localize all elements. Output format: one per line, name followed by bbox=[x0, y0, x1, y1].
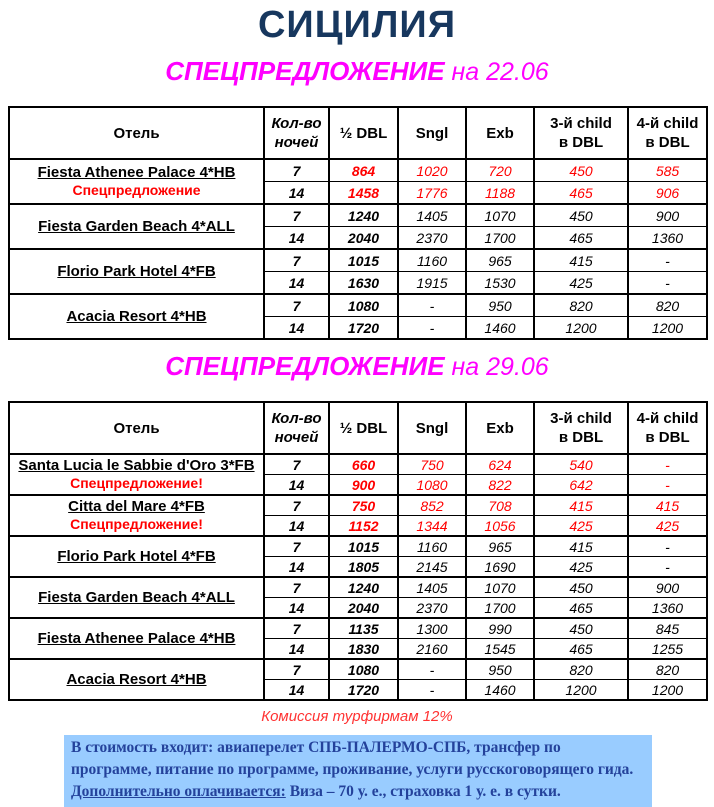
nights-value: 7 bbox=[264, 204, 329, 227]
price-value: 1360 bbox=[628, 598, 707, 619]
price-value: 1776 bbox=[398, 182, 466, 205]
price-value: - bbox=[628, 454, 707, 475]
nights-value: 7 bbox=[264, 495, 329, 516]
price-value: 1344 bbox=[398, 516, 466, 537]
price-value: 2040 bbox=[329, 598, 398, 619]
price-value: 820 bbox=[628, 659, 707, 680]
price-value: 950 bbox=[466, 659, 534, 680]
price-value: - bbox=[628, 249, 707, 272]
price-value: 708 bbox=[466, 495, 534, 516]
extra-payment-text: Виза – 70 у. е., страховка 1 у. е. в сутки. bbox=[285, 783, 561, 800]
price-value: 1405 bbox=[398, 577, 466, 598]
promo-label: Спецпредложение! bbox=[70, 475, 203, 491]
price-value: 1020 bbox=[398, 159, 466, 182]
price-value: 1700 bbox=[466, 227, 534, 250]
column-header: Отель bbox=[9, 107, 264, 159]
nights-value: 7 bbox=[264, 454, 329, 475]
price-value: 1915 bbox=[398, 272, 466, 295]
column-header: ½ DBL bbox=[329, 107, 398, 159]
offer-heading-2 bbox=[0, 351, 714, 386]
nights-value: 7 bbox=[264, 659, 329, 680]
price-value: 1545 bbox=[466, 639, 534, 660]
nights-value: 7 bbox=[264, 536, 329, 557]
price-table-29-06 bbox=[8, 401, 708, 701]
price-value: 1200 bbox=[534, 317, 628, 340]
hotel-name: Fiesta Garden Beach 4*ALL bbox=[38, 217, 235, 235]
price-value: 900 bbox=[329, 475, 398, 496]
price-value: 1200 bbox=[534, 680, 628, 701]
price-value: 465 bbox=[534, 182, 628, 205]
price-value: 2040 bbox=[329, 227, 398, 250]
price-value: 415 bbox=[534, 536, 628, 557]
price-value: - bbox=[628, 475, 707, 496]
price-value: - bbox=[398, 659, 466, 680]
nights-value: 7 bbox=[264, 577, 329, 598]
price-value: 1700 bbox=[466, 598, 534, 619]
column-header: Exb bbox=[466, 107, 534, 159]
price-value: 540 bbox=[534, 454, 628, 475]
price-value: - bbox=[398, 680, 466, 701]
column-header: ½ DBL bbox=[329, 402, 398, 454]
nights-value: 14 bbox=[264, 516, 329, 537]
price-value: 465 bbox=[534, 598, 628, 619]
price-value: 720 bbox=[466, 159, 534, 182]
price-value: 820 bbox=[628, 294, 707, 317]
price-value: 1300 bbox=[398, 618, 466, 639]
column-header: Кол-во ночей bbox=[264, 402, 329, 454]
price-value: 1070 bbox=[466, 204, 534, 227]
hotel-cell bbox=[9, 577, 264, 618]
nights-value: 14 bbox=[264, 598, 329, 619]
price-value: - bbox=[628, 536, 707, 557]
promo-label: Спецпредложение! bbox=[70, 516, 203, 532]
column-header: 3-й child в DBL bbox=[534, 107, 628, 159]
column-header: 3-й child в DBL bbox=[534, 402, 628, 454]
price-value: 2145 bbox=[398, 557, 466, 578]
price-value: - bbox=[398, 317, 466, 340]
price-value: 425 bbox=[534, 272, 628, 295]
inclusions-text: В стоимость входит: авиаперелет СПБ-ПАЛЕРМО-СПБ, трансфер по программе, питание по программе, проживание, услуги русскоговорящего гида. bbox=[71, 739, 634, 778]
price-value: 1015 bbox=[329, 536, 398, 557]
price-value: 1080 bbox=[398, 475, 466, 496]
price-value: 1015 bbox=[329, 249, 398, 272]
hotel-cell bbox=[9, 618, 264, 659]
hotel-cell bbox=[9, 495, 264, 536]
column-header: 4-й child в DBL bbox=[628, 402, 707, 454]
nights-value: 7 bbox=[264, 159, 329, 182]
hotel-name: Florio Park Hotel 4*FB bbox=[57, 262, 216, 280]
nights-value: 14 bbox=[264, 182, 329, 205]
nights-value: 7 bbox=[264, 294, 329, 317]
price-value: 965 bbox=[466, 249, 534, 272]
hotel-cell bbox=[9, 659, 264, 700]
price-value: 1690 bbox=[466, 557, 534, 578]
price-value: 820 bbox=[534, 659, 628, 680]
price-value: - bbox=[398, 294, 466, 317]
nights-value: 14 bbox=[264, 557, 329, 578]
price-value: 415 bbox=[534, 249, 628, 272]
offer-date-1: на 22.06 bbox=[444, 58, 549, 86]
inclusions-note-box bbox=[64, 735, 652, 807]
price-table-22-06 bbox=[8, 106, 708, 340]
hotel-name: Citta del Mare 4*FB bbox=[68, 498, 205, 515]
price-value: 642 bbox=[534, 475, 628, 496]
price-value: 900 bbox=[628, 204, 707, 227]
price-value: 1830 bbox=[329, 639, 398, 660]
hotel-name: Santa Lucia le Sabbie d'Oro 3*FB bbox=[18, 457, 255, 474]
price-value: 965 bbox=[466, 536, 534, 557]
hotel-cell bbox=[9, 294, 264, 339]
offer-heading-1 bbox=[0, 56, 714, 91]
price-value: 1240 bbox=[329, 577, 398, 598]
price-value: 465 bbox=[534, 639, 628, 660]
promo-label: Спецпредложение bbox=[72, 182, 201, 198]
nights-value: 14 bbox=[264, 272, 329, 295]
hotel-name: Fiesta Garden Beach 4*ALL bbox=[38, 588, 235, 606]
price-value: 425 bbox=[534, 516, 628, 537]
offer-label-1: СПЕЦПРЕДЛОЖЕНИЕ bbox=[165, 56, 445, 86]
price-value: 1630 bbox=[329, 272, 398, 295]
price-value: 1460 bbox=[466, 680, 534, 701]
price-value: 750 bbox=[329, 495, 398, 516]
price-value: 450 bbox=[534, 204, 628, 227]
price-value: 1200 bbox=[628, 317, 707, 340]
hotel-name: Florio Park Hotel 4*FB bbox=[57, 547, 216, 565]
price-value: 624 bbox=[466, 454, 534, 475]
price-value: 906 bbox=[628, 182, 707, 205]
price-value: 1070 bbox=[466, 577, 534, 598]
hotel-cell bbox=[9, 454, 264, 495]
price-value: 1152 bbox=[329, 516, 398, 537]
price-value: 990 bbox=[466, 618, 534, 639]
offer-label-2: СПЕЦПРЕДЛОЖЕНИЕ bbox=[165, 351, 445, 381]
price-value: 1240 bbox=[329, 204, 398, 227]
price-value: 585 bbox=[628, 159, 707, 182]
column-header: Отель bbox=[9, 402, 264, 454]
nights-value: 7 bbox=[264, 618, 329, 639]
hotel-name: Fiesta Athenee Palace 4*HB bbox=[37, 629, 236, 647]
hotel-name: Acacia Resort 4*HB bbox=[66, 670, 207, 688]
hotel-cell bbox=[9, 159, 264, 204]
price-value: - bbox=[628, 272, 707, 295]
price-value: 1200 bbox=[628, 680, 707, 701]
hotel-cell bbox=[9, 536, 264, 577]
price-value: 425 bbox=[534, 557, 628, 578]
column-header: Sngl bbox=[398, 107, 466, 159]
price-value: 1458 bbox=[329, 182, 398, 205]
price-value: 425 bbox=[628, 516, 707, 537]
price-value: 1720 bbox=[329, 317, 398, 340]
column-header: Exb bbox=[466, 402, 534, 454]
hotel-cell bbox=[9, 204, 264, 249]
price-value: 1160 bbox=[398, 249, 466, 272]
price-value: 820 bbox=[534, 294, 628, 317]
nights-value: 14 bbox=[264, 680, 329, 701]
price-value: 822 bbox=[466, 475, 534, 496]
price-value: 1720 bbox=[329, 680, 398, 701]
price-value: 1530 bbox=[466, 272, 534, 295]
price-value: 1405 bbox=[398, 204, 466, 227]
hotel-cell bbox=[9, 249, 264, 294]
price-value: 950 bbox=[466, 294, 534, 317]
price-value: 1080 bbox=[329, 659, 398, 680]
price-value: 660 bbox=[329, 454, 398, 475]
nights-value: 14 bbox=[264, 227, 329, 250]
price-value: 2370 bbox=[398, 227, 466, 250]
hotel-name: Acacia Resort 4*HB bbox=[66, 307, 207, 325]
price-value: 1188 bbox=[466, 182, 534, 205]
extra-payment-label: Дополнительно оплачивается: bbox=[71, 783, 286, 800]
commission-note: Комиссия турфирмам 12% bbox=[261, 708, 453, 725]
price-value: 415 bbox=[534, 495, 628, 516]
price-value: 450 bbox=[534, 618, 628, 639]
price-value: 450 bbox=[534, 577, 628, 598]
price-value: - bbox=[628, 557, 707, 578]
hotel-name: Fiesta Athenee Palace 4*HB bbox=[37, 164, 236, 181]
price-value: 415 bbox=[628, 495, 707, 516]
column-header: 4-й child в DBL bbox=[628, 107, 707, 159]
price-value: 1056 bbox=[466, 516, 534, 537]
price-value: 750 bbox=[398, 454, 466, 475]
price-value: 2370 bbox=[398, 598, 466, 619]
nights-value: 7 bbox=[264, 249, 329, 272]
price-value: 1160 bbox=[398, 536, 466, 557]
price-value: 864 bbox=[329, 159, 398, 182]
page-title: СИЦИЛИЯ bbox=[257, 4, 457, 46]
price-value: 1460 bbox=[466, 317, 534, 340]
nights-value: 14 bbox=[264, 317, 329, 340]
offer-date-2: на 29.06 bbox=[444, 353, 549, 381]
price-value: 1080 bbox=[329, 294, 398, 317]
price-value: 450 bbox=[534, 159, 628, 182]
price-value: 1255 bbox=[628, 639, 707, 660]
column-header: Sngl bbox=[398, 402, 466, 454]
price-value: 465 bbox=[534, 227, 628, 250]
nights-value: 14 bbox=[264, 475, 329, 496]
price-value: 1805 bbox=[329, 557, 398, 578]
nights-value: 14 bbox=[264, 639, 329, 660]
price-value: 2160 bbox=[398, 639, 466, 660]
price-value: 1360 bbox=[628, 227, 707, 250]
price-value: 900 bbox=[628, 577, 707, 598]
price-value: 1135 bbox=[329, 618, 398, 639]
price-value: 852 bbox=[398, 495, 466, 516]
column-header: Кол-во ночей bbox=[264, 107, 329, 159]
price-value: 845 bbox=[628, 618, 707, 639]
